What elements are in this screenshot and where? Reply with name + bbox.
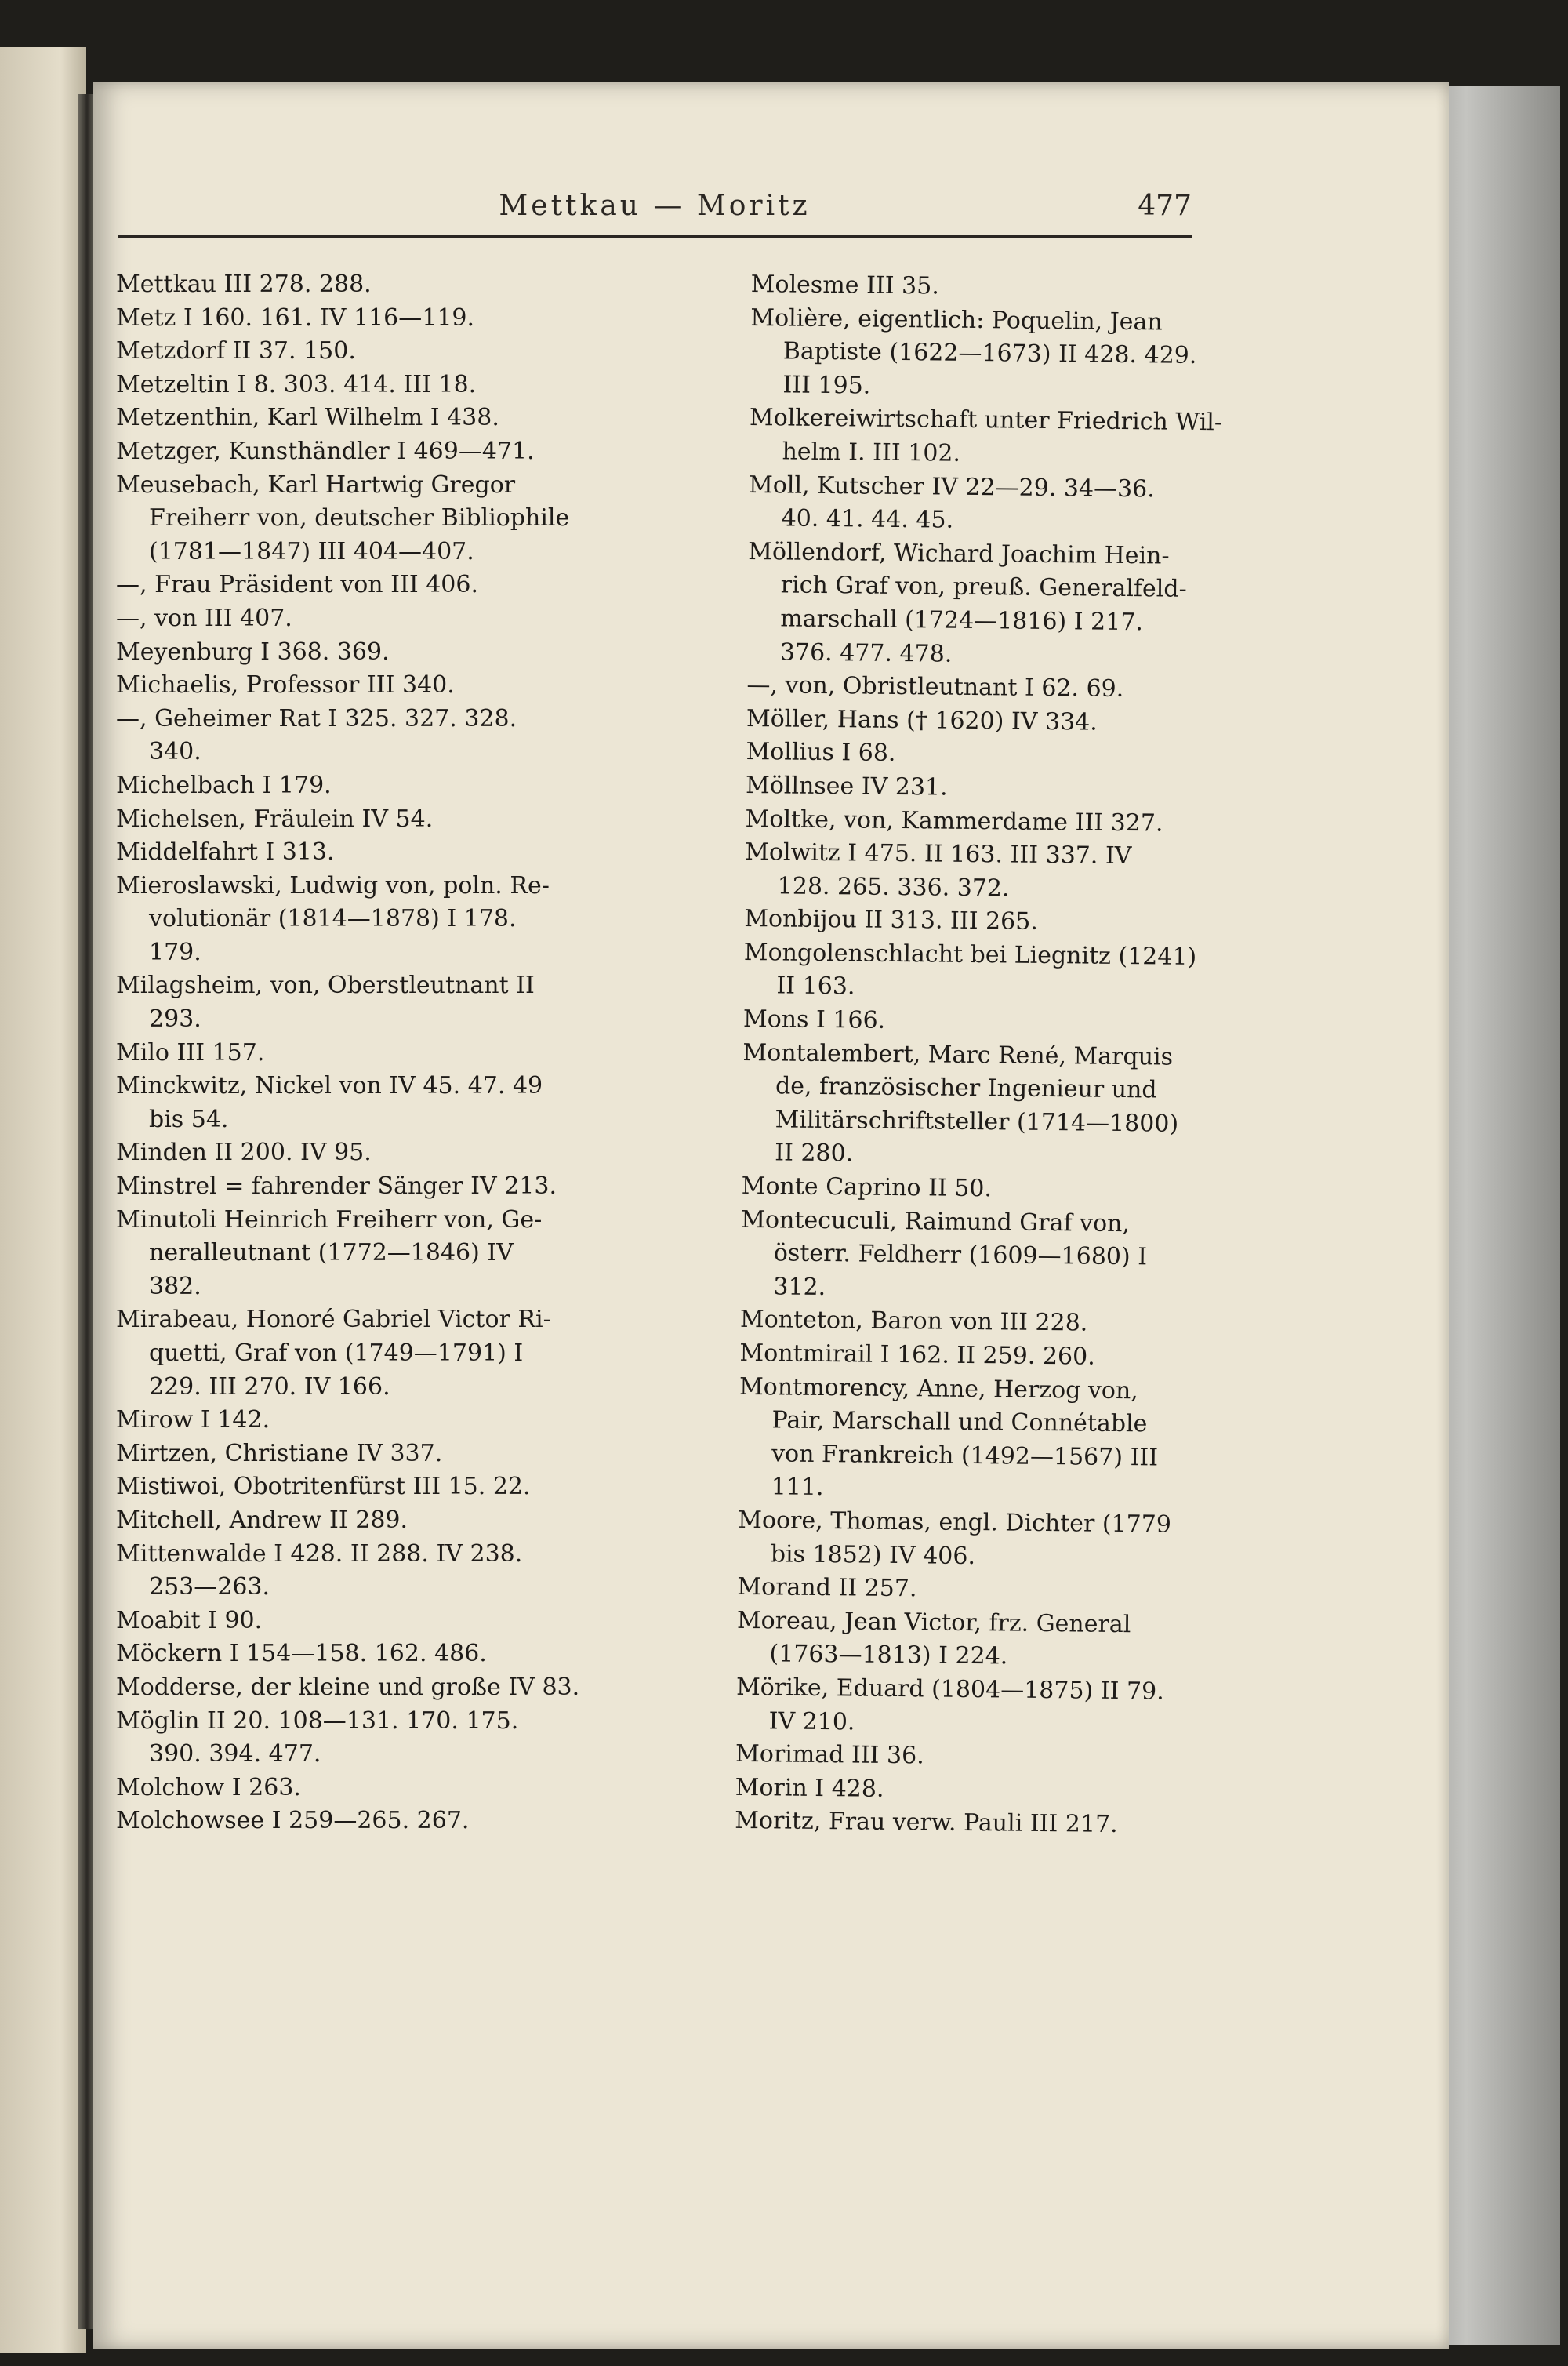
index-entry: Metz I 160. 161. IV 116—119. <box>116 303 475 332</box>
left-page-edge <box>0 47 86 2353</box>
index-entry: Möllendorf, Wichard Joachim Hein- <box>748 537 1170 570</box>
index-entry: Molkereiwirtschaft unter Friedrich Wil- <box>749 404 1223 437</box>
index-entry: Minden II 200. IV 95. <box>116 1139 372 1167</box>
index-entry: Möller, Hans († 1620) IV 334. <box>746 704 1098 736</box>
index-entry: Metzdorf II 37. 150. <box>116 337 356 365</box>
index-entry-continuation: II 280. <box>775 1139 854 1168</box>
index-entry: Meusebach, Karl Hartwig Gregor <box>116 471 516 499</box>
index-entry: Minutoli Heinrich Freiherr von, Ge- <box>116 1205 543 1234</box>
index-entry: Milo III 157. <box>116 1038 265 1067</box>
index-entry: Montmirail I 162. II 259. 260. <box>739 1339 1095 1371</box>
index-entry: Moabit I 90. <box>116 1606 263 1634</box>
index-entry: Mirtzen, Christiane IV 337. <box>116 1439 443 1467</box>
index-column-left <box>116 268 696 1838</box>
index-entry: Mitchell, Andrew II 289. <box>116 1506 408 1534</box>
index-entry: Middelfahrt I 313. <box>116 838 335 867</box>
index-entry-continuation: 312. <box>773 1273 826 1301</box>
index-entry-continuation: IV 210. <box>768 1706 855 1736</box>
index-entry: Moltke, von, Kammerdame III 327. <box>745 805 1163 838</box>
index-entry: Mirabeau, Honoré Gabriel Victor Ri- <box>116 1306 551 1334</box>
index-entry-continuation: de, französischer Ingenieur und <box>775 1072 1157 1104</box>
index-column-right <box>735 268 1292 1844</box>
index-entry-continuation: (1763—1813) I 224. <box>769 1640 1008 1670</box>
index-entry: Metzeltin I 8. 303. 414. III 18. <box>116 370 477 398</box>
index-entry: Montmorency, Anne, Herzog von, <box>739 1372 1139 1405</box>
index-entry: Michaelis, Professor III 340. <box>116 671 455 700</box>
index-entry-continuation: 293. <box>149 1005 201 1034</box>
index-entry-continuation: quetti, Graf von (1749—1791) I <box>149 1339 524 1367</box>
index-entry: Mittenwalde I 428. II 288. IV 238. <box>116 1539 523 1568</box>
index-entry-continuation: 179. <box>149 938 201 966</box>
index-entry: Molwitz I 475. II 163. III 337. IV <box>745 838 1132 870</box>
index-entry-continuation: marschall (1724—1816) I 217. <box>780 605 1144 637</box>
index-entry: Moritz, Frau verw. Pauli III 217. <box>735 1807 1118 1839</box>
index-entry-continuation: 111. <box>771 1473 824 1502</box>
running-head: Mettkau — Moritz <box>499 190 811 222</box>
page-header <box>118 188 1192 238</box>
index-entry-continuation: II 163. <box>776 972 855 1001</box>
index-entry: —, Geheimer Rat I 325. 327. 328. <box>116 704 517 732</box>
index-entry-continuation: bis 1852) IV 406. <box>770 1539 976 1570</box>
index-entry: Molesme III 35. <box>750 270 940 300</box>
index-entry-continuation: 128. 265. 336. 372. <box>777 872 1010 903</box>
index-entry: Mörike, Eduard (1804—1875) II 79. <box>735 1673 1164 1706</box>
index-entry: Mistiwoi, Obotritenfürst III 15. 22. <box>116 1473 531 1501</box>
index-entry-continuation: Pair, Marschall und Connétable <box>771 1406 1148 1438</box>
index-entry: Metzenthin, Karl Wilhelm I 438. <box>116 404 499 432</box>
index-entry: Moreau, Jean Victor, frz. General <box>736 1606 1131 1638</box>
index-entry: —, von III 407. <box>116 604 292 632</box>
index-entry: Moll, Kutscher IV 22—29. 34—36. <box>748 471 1155 503</box>
index-entry: Möckern I 154—158. 162. 486. <box>116 1640 487 1668</box>
index-entry-continuation: 376. 477. 478. <box>779 638 953 668</box>
index-entry: Molchowsee I 259—265. 267. <box>116 1807 470 1835</box>
index-entry-continuation: (1781—1847) III 404—407. <box>149 537 474 565</box>
index-entry: Molchow I 263. <box>116 1773 301 1801</box>
index-entry: Minstrel = fahrender Sänger IV 213. <box>116 1172 557 1201</box>
index-entry-continuation: Baptiste (1622—1673) II 428. 429. <box>782 337 1197 370</box>
index-entry: Möllnsee IV 231. <box>745 771 948 801</box>
index-entry: Meyenburg I 368. 369. <box>116 638 390 666</box>
index-entry-continuation: volutionär (1814—1878) I 178. <box>149 905 517 933</box>
index-entry: Morand II 257. <box>737 1573 917 1603</box>
index-entry: Monte Caprino II 50. <box>741 1172 993 1203</box>
index-entry: Moore, Thomas, engl. Dichter (1779 <box>738 1506 1172 1539</box>
index-entry-continuation: bis 54. <box>149 1105 229 1133</box>
index-entry: Montalembert, Marc René, Marquis <box>742 1038 1174 1071</box>
index-entry: Morimad III 36. <box>735 1740 924 1770</box>
index-entry-continuation: 229. III 270. IV 166. <box>149 1372 390 1401</box>
index-entry-continuation: helm I. III 102. <box>782 438 961 467</box>
index-entry-continuation: 40. 41. 44. 45. <box>781 504 954 534</box>
index-entry: Molière, eigentlich: Poquelin, Jean <box>750 303 1163 336</box>
index-entry: Montecuculi, Raimund Graf von, <box>741 1205 1131 1238</box>
index-entry-continuation: 382. <box>149 1272 201 1300</box>
index-entry-continuation: 390. 394. 477. <box>149 1740 321 1768</box>
index-entry-continuation: 340. <box>149 738 201 766</box>
index-entry: —, von, Obristleutnant I 62. 69. <box>746 671 1124 703</box>
index-entry-continuation: rich Graf von, preuß. Generalfeld- <box>780 571 1187 604</box>
index-entry: Mieroslawski, Ludwig von, poln. Re- <box>116 871 550 900</box>
index-entry: Morin I 428. <box>735 1773 884 1803</box>
index-entry: Möglin II 20. 108—131. 170. 175. <box>116 1706 519 1735</box>
index-entry: Milagsheim, von, Oberstleutnant II <box>116 972 535 1000</box>
index-entry: Michelbach I 179. <box>116 771 332 799</box>
index-entry: Michelsen, Fräulein IV 54. <box>116 805 434 833</box>
index-entry-continuation: von Frankreich (1492—1567) III <box>771 1440 1159 1472</box>
index-entry: Mons I 166. <box>742 1005 886 1034</box>
index-entry: —, Frau Präsident von III 406. <box>116 571 478 599</box>
index-entry: Monbijou II 313. III 265. <box>744 905 1039 936</box>
index-entry-continuation: neralleutnant (1772—1846) IV <box>149 1239 514 1267</box>
index-entry: Mettkau III 278. 288. <box>116 271 372 298</box>
index-entry: Modderse, der kleine und große IV 83. <box>116 1673 580 1701</box>
index-entry: Mongolenschlacht bei Liegnitz (1241) <box>743 938 1197 971</box>
index-entry: Monteton, Baron von III 228. <box>739 1306 1088 1337</box>
index-entry: Mollius I 68. <box>746 738 896 768</box>
index-entry-continuation: Freiherr von, deutscher Bibliophile <box>149 504 570 532</box>
index-entry-continuation: III 195. <box>782 371 871 400</box>
index-entry: Minckwitz, Nickel von IV 45. 47. 49 <box>116 1072 543 1100</box>
index-entry-continuation: 253—263. <box>149 1573 270 1601</box>
index-entry-continuation: österr. Feldherr (1609—1680) I <box>773 1239 1148 1271</box>
page-number: 477 <box>1138 190 1192 222</box>
index-entry: Mirow I 142. <box>116 1406 270 1434</box>
index-entry-continuation: Militärschriftsteller (1714—1800) <box>775 1106 1179 1138</box>
index-entry: Metzger, Kunsthändler I 469—471. <box>116 437 535 465</box>
